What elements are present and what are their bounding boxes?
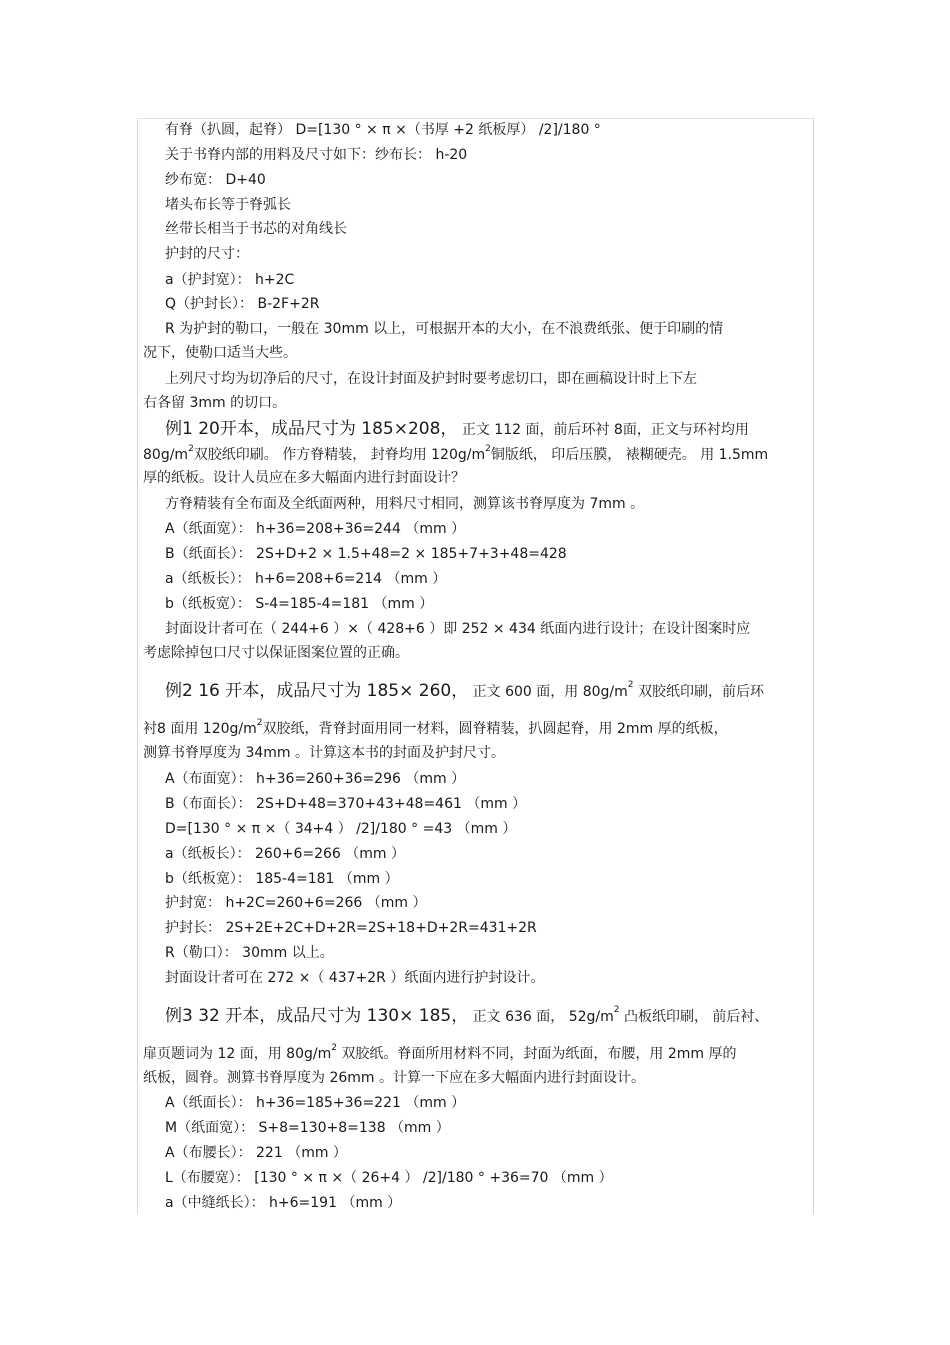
text-line: 护封宽： h+2C=260+6=266 （mm ） bbox=[165, 895, 427, 911]
text-line: B（布面长）： 2S+D+48=370+43+48=461 （mm ） bbox=[165, 796, 527, 812]
text-span: 凸板纸印刷， 前后衬、 bbox=[619, 1009, 769, 1025]
text-line: R（勒口）： 30mm 以上。 bbox=[165, 945, 334, 961]
text-span: 80g/m bbox=[143, 447, 189, 463]
text-line: a（护封宽）： h+2C bbox=[165, 272, 295, 288]
text-line: 纱布宽： D+40 bbox=[165, 172, 266, 188]
text-line: 厚的纸板。设计人员应在多大幅面内进行封面设计？ bbox=[143, 470, 465, 486]
text-line: R 为护封的勒口，一般在 30mm 以上，可根据开本的大小，在不浪费纸张、便于印刷的情 bbox=[165, 321, 724, 337]
text-line: 考虑除掉包口尺寸以保证图案位置的正确。 bbox=[143, 645, 409, 661]
text-line: a（纸板长）： 260+6=266 （mm ） bbox=[165, 846, 406, 862]
text-line bbox=[143, 446, 768, 464]
text-line: 测算书脊厚度为 34mm 。计算这本书的封面及护封尺寸。 bbox=[143, 745, 505, 761]
text-line: 护封长： 2S+2E+2C+D+2R=2S+18+D+2R=431+2R bbox=[165, 920, 537, 936]
superscript: 2 bbox=[256, 718, 263, 728]
text-line: 堵头布长等于脊弧长 bbox=[165, 197, 291, 213]
text-line: 丝带长相当于书芯的对角线长 bbox=[165, 221, 347, 237]
text-span: 双胶纸印刷，前后环 bbox=[633, 684, 764, 700]
superscript: 2 bbox=[485, 444, 491, 454]
text-line: A（纸面长）： h+36=185+36=221 （mm ） bbox=[165, 1095, 466, 1111]
text-line: M（纸面宽）： S+8=130+8=138 （mm ） bbox=[165, 1120, 450, 1136]
text-line: L（布腰宽）： [130 ° × π ×（ 26+4 ） /2]/180 ° +36=70 （mm ） bbox=[165, 1170, 613, 1186]
text-line: 关于书脊内部的用料及尺寸如下：纱布长： h-20 bbox=[165, 147, 468, 163]
text-line: Q（护封长）： B-2F+2R bbox=[165, 296, 320, 312]
text-span: 正文 112 面，前后环衬 8面，正文与环衬均用 bbox=[457, 422, 749, 438]
example-2-heading bbox=[165, 682, 764, 701]
text-span: 双胶纸，背脊封面用同一材料，圆脊精装，扒圆起脊，用 2mm 厚的纸板， bbox=[262, 721, 728, 737]
text-line: a（中缝纸长）： h+6=191 （mm ） bbox=[165, 1195, 402, 1211]
text-span: 双胶纸印刷。 作方脊精装， 封脊均用 120g/m bbox=[193, 447, 486, 463]
superscript: 2 bbox=[613, 1005, 620, 1015]
text-span: 衬8 面用 120g/m bbox=[143, 721, 257, 737]
text-line: 上列尺寸均为切净后的尺寸，在设计封面及护封时要考虑切口，即在画稿设计时上下左 bbox=[165, 371, 697, 387]
text-line: B（纸面长）： 2S+D+2 × 1.5+48=2 × 185+7+3+48=428 bbox=[165, 546, 567, 562]
text-line: 况下，使勒口适当大些。 bbox=[143, 345, 297, 361]
text-line: A（布面宽）： h+36=260+36=296 （mm ） bbox=[165, 771, 466, 787]
text-line: 纸板，圆脊。测算书脊厚度为 26mm 。计算一下应在多大幅面内进行封面设计。 bbox=[143, 1070, 645, 1086]
text-line: b（纸板宽）： S-4=185-4=181 （mm ） bbox=[165, 596, 434, 612]
text-line: b（纸板宽）： 185-4=181 （mm ） bbox=[165, 871, 399, 887]
text-line: A（布腰长）： 221 （mm ） bbox=[165, 1145, 347, 1161]
text-line: a（纸板长）： h+6=208+6=214 （mm ） bbox=[165, 571, 447, 587]
text-line: D=[130 ° × π ×（ 34+4 ） /2]/180 ° =43 （mm ） bbox=[165, 821, 517, 837]
example-1-heading bbox=[165, 420, 749, 439]
text-span: 双胶纸。脊面所用材料不同，封面为纸面，布腰，用 2mm 厚的 bbox=[336, 1046, 737, 1062]
text-line: 有脊（扒圆，起脊） D=[130 ° × π ×（书厚 +2 纸板厚） /2]/180 ° bbox=[165, 122, 601, 138]
text-line: 封面设计者可在 272 ×（ 437+2R ）纸面内进行护封设计。 bbox=[165, 970, 545, 986]
superscript: 2 bbox=[188, 444, 194, 454]
example-title: 例1 20开本，成品尺寸为 185×208， bbox=[165, 419, 458, 439]
text-span: 正文 600 面，用 80g/m bbox=[468, 684, 628, 700]
superscript: 2 bbox=[627, 680, 634, 690]
text-line: 封面设计者可在（ 244+6 ）×（ 428+6 ）即 252 × 434 纸面内进行设计；在设计图案时应 bbox=[165, 621, 751, 637]
example-3-heading bbox=[165, 1007, 768, 1026]
text-line: A（纸面宽）： h+36=208+36=244 （mm ） bbox=[165, 521, 466, 537]
example-title: 例3 32 开本，成品尺寸为 130× 185， bbox=[165, 1006, 469, 1026]
text-span: 正文 636 面， 52g/m bbox=[468, 1009, 614, 1025]
text-span: 扉页题词为 12 面，用 80g/m bbox=[143, 1046, 332, 1062]
text-line: 右各留 3mm 的切口。 bbox=[143, 395, 287, 411]
text-line bbox=[143, 720, 728, 738]
superscript: 2 bbox=[331, 1043, 337, 1053]
text-line bbox=[143, 1045, 737, 1063]
example-title: 例2 16 开本，成品尺寸为 185× 260， bbox=[165, 681, 469, 701]
text-span: 铜版纸， 印后压膜， 裱糊硬壳。 用 1.5mm bbox=[490, 447, 769, 463]
text-line: 护封的尺寸： bbox=[165, 246, 249, 262]
text-line: 方脊精装有全布面及全纸面两种，用料尺寸相同，测算该书脊厚度为 7mm 。 bbox=[165, 496, 645, 512]
